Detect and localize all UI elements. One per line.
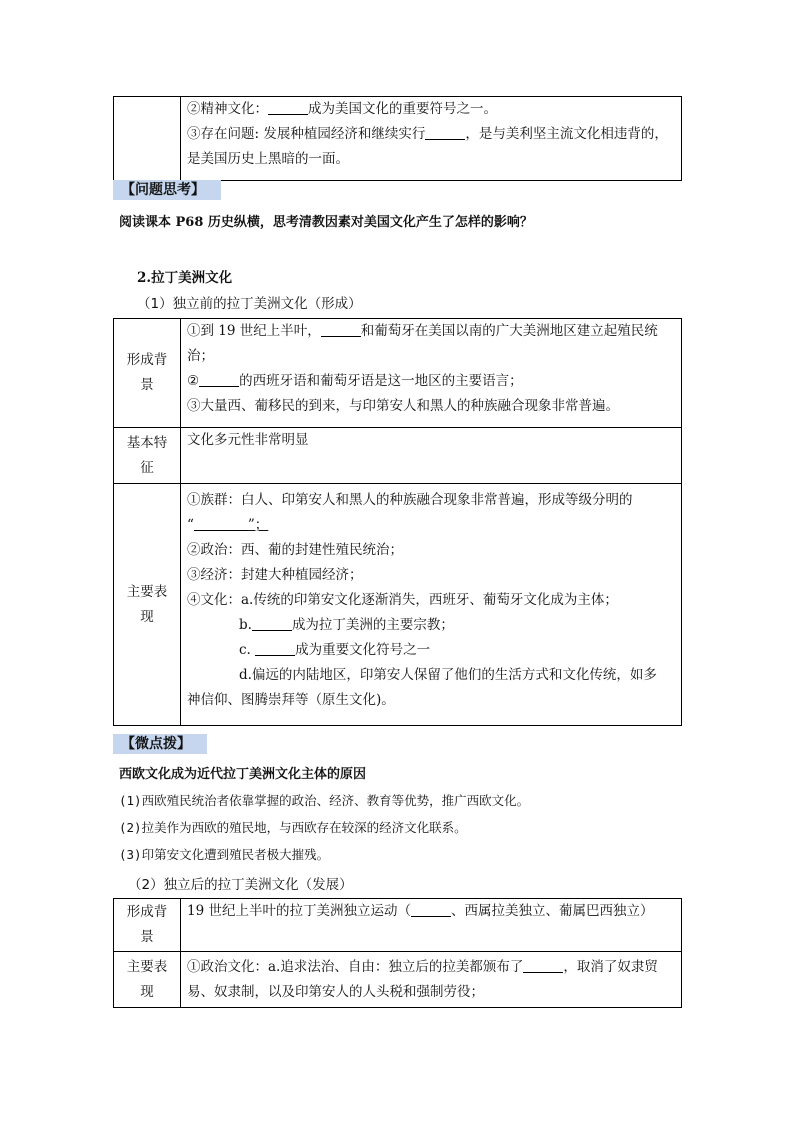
tip-tag: 【微点拨】	[113, 734, 207, 754]
answer-blank[interactable]	[268, 100, 308, 115]
post-independence-subheading: （2）独立后的拉丁美洲文化（发展）	[128, 877, 353, 893]
political-culture-line-cont: 易、奴隶制，以及印第安人的人头税和强制劳役；	[187, 984, 484, 1000]
top-table-head-cell	[114, 97, 181, 181]
top-table	[113, 96, 682, 181]
manifestation-head-cell: 主要表 现	[114, 484, 181, 726]
culture-line-d-cont: 神信仰、图腾崇拜等（原生文化)。	[187, 692, 395, 708]
feature-head-cell: 基本特 征	[114, 428, 181, 484]
ethnic-line-cont: “ ”；	[187, 517, 269, 533]
politics-line: ②政治：西、葡的封建性殖民统治；	[187, 542, 403, 558]
feature-content-cell	[181, 428, 682, 484]
pre-independence-subheading: （1）独立前的拉丁美洲文化（形成）	[137, 296, 362, 312]
latin-heading: 2.拉丁美洲文化	[137, 270, 233, 286]
migration-line: ③大量西、葡移民的到来，与印第安人和黑人的种族融合现象非常普遍。	[187, 398, 619, 414]
ethnic-line: ①族群：白人、印第安人和黑人的种族融合现象非常普遍，形成等级分明的	[187, 492, 633, 508]
answer-blank[interactable]	[425, 125, 465, 140]
answer-blank[interactable]	[411, 902, 451, 917]
tip-title: 西欧文化成为近代拉丁美洲文化主体的原因	[119, 767, 367, 782]
post-background-content-cell	[181, 899, 682, 952]
problem-line-cont: 是美国历史上黑暗的一面。	[187, 151, 349, 167]
answer-blank[interactable]	[252, 616, 292, 631]
language-line: ② 的西班牙语和葡萄牙语是这一地区的主要语言；	[187, 373, 523, 389]
feature-line: 文化多元性非常明显	[187, 432, 309, 448]
tip-point-3: (3)印第安文化遭到殖民者极大摧残。	[119, 847, 330, 862]
tip-point-1: (1)西欧殖民统治者依靠掌握的政治、经济、教育等优势，推广西欧文化。	[119, 793, 530, 808]
question-tag: 【问题思考】	[113, 180, 221, 200]
background-line-cont: 治；	[187, 348, 214, 364]
culture-line-b: b. 成为拉丁美洲的主要宗教；	[239, 617, 454, 633]
manifestation-content-cell	[181, 484, 682, 726]
culture-line-d: d.偏远的内陆地区，印第安人保留了他们的生活方式和文化传统，如多	[239, 667, 657, 683]
background-content-cell	[181, 319, 682, 428]
post-independence-table	[113, 898, 682, 1008]
post-background-head-cell: 形成背 景	[114, 899, 181, 952]
question-prompt: 阅读课本 P68 历史纵横，思考清教因素对美国文化产生了怎样的影响？	[119, 215, 533, 230]
answer-blank[interactable]	[194, 516, 248, 531]
background-line: ①到 19 世纪上半叶， 和葡萄牙在美国以南的广大美洲地区建立起殖民统	[187, 323, 658, 339]
post-manifestation-content-cell	[181, 952, 682, 1008]
top-table-content-cell	[181, 97, 682, 181]
answer-blank[interactable]	[321, 322, 361, 337]
spirit-culture-line: ②精神文化： 成为美国文化的重要符号之一。	[187, 101, 497, 117]
answer-blank[interactable]	[255, 641, 295, 656]
independence-line: 19 世纪上半叶的拉丁美洲独立运动（ 、西属拉美独立、葡属巴西独立）	[187, 903, 654, 919]
background-head-cell: 形成背 景	[114, 319, 181, 428]
pre-independence-table	[113, 318, 682, 726]
economy-line: ③经济：封建大种植园经济；	[187, 567, 363, 583]
problem-line: ③存在问题: 发展种植园经济和继续实行 ，是与美利坚主流文化相违背的，	[187, 126, 668, 142]
answer-blank[interactable]	[523, 958, 563, 973]
answer-blank[interactable]	[199, 372, 239, 387]
culture-line-a: ④文化：a.传统的印第安文化逐渐消失，西班牙、葡萄牙文化成为主体；	[187, 592, 618, 608]
political-culture-line: ①政治文化：a.追求法治、自由：独立后的拉美都颁布了 ，取消了奴隶贸	[187, 959, 658, 975]
tip-point-2: (2)拉美作为西欧的殖民地，与西欧存在较深的经济文化联系。	[119, 820, 467, 835]
culture-line-c: c. 成为重要文化符号之一	[239, 642, 431, 658]
post-manifestation-head-cell: 主要表 现	[114, 952, 181, 1008]
